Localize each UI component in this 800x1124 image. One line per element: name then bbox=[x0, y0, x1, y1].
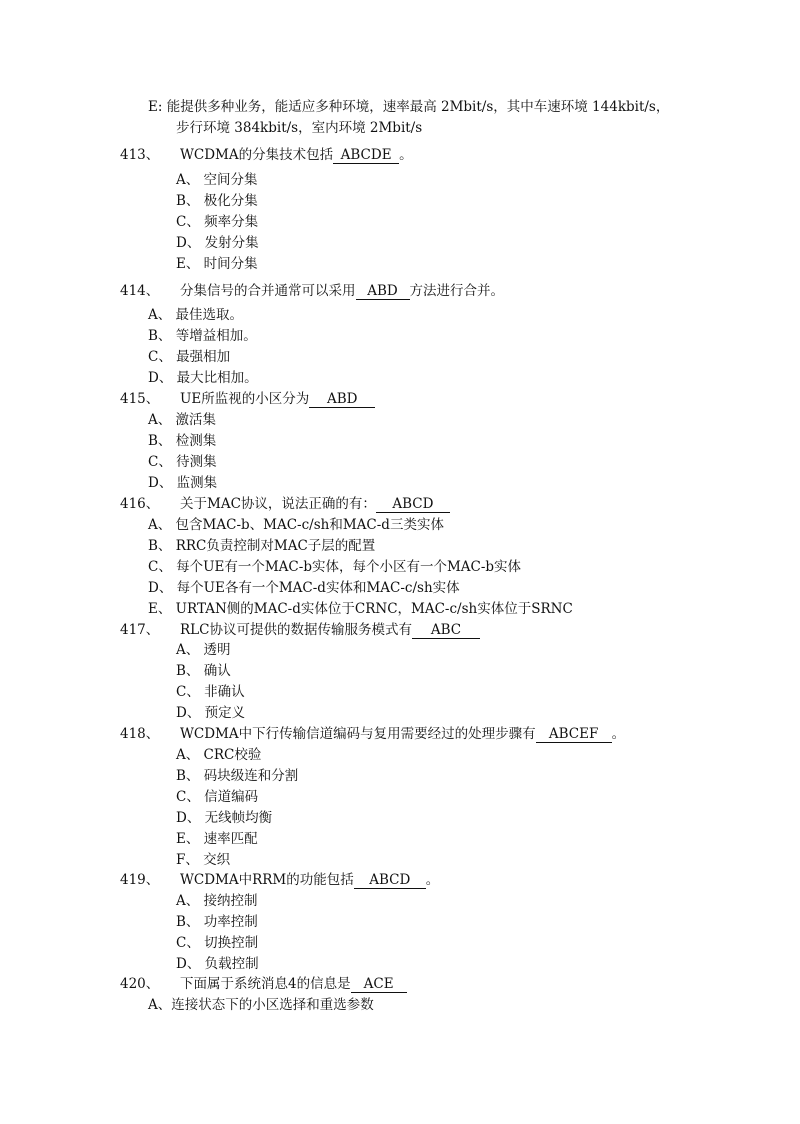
option: D、 发射分集 bbox=[176, 235, 259, 251]
question-stem-end: 方法进行合并。 bbox=[409, 283, 504, 299]
option: A、 激活集 bbox=[148, 412, 217, 428]
question-number: 414、 bbox=[120, 283, 160, 299]
answer-blank: ABD bbox=[309, 391, 375, 408]
option: C、 待测集 bbox=[148, 454, 217, 470]
question-420 bbox=[120, 974, 407, 994]
option: A、 空间分集 bbox=[176, 172, 258, 188]
option: C、 信道编码 bbox=[176, 789, 259, 805]
answer-blank: ABCD bbox=[376, 496, 450, 513]
option: B、 等增益相加。 bbox=[148, 328, 257, 344]
option: D、 预定义 bbox=[176, 705, 246, 721]
question-stem: UE所监视的小区分为 bbox=[180, 391, 310, 407]
question-stem: 关于MAC协议，说法正确的有： bbox=[180, 496, 376, 512]
option: E、 URTAN侧的MAC-d实体位于CRNC，MAC-c/sh实体位于SRNC bbox=[148, 601, 573, 617]
option: A、 透明 bbox=[176, 642, 231, 658]
option: E、 速率匹配 bbox=[176, 831, 258, 847]
option: E、 时间分集 bbox=[176, 256, 258, 272]
question-418 bbox=[120, 724, 625, 744]
option: D、 无线帧均衡 bbox=[176, 810, 273, 826]
question-419 bbox=[120, 870, 439, 890]
question-number: 420、 bbox=[120, 976, 160, 992]
option: B、 RRC负责控制对MAC子层的配置 bbox=[148, 538, 376, 554]
option: B、 功率控制 bbox=[176, 914, 258, 930]
option: D、 监测集 bbox=[148, 475, 218, 491]
option: A、连接状态下的小区选择和重选参数 bbox=[148, 997, 374, 1013]
answer-blank: ABCDE bbox=[333, 147, 399, 164]
question-number: 417、 bbox=[120, 622, 160, 638]
answer-blank: ACE bbox=[351, 976, 407, 993]
option: D、 最大比相加。 bbox=[148, 370, 258, 386]
question-stem-end: 。 bbox=[399, 147, 413, 163]
question-stem: RLC协议可提供的数据传输服务模式有 bbox=[180, 622, 412, 638]
question-415 bbox=[120, 389, 375, 409]
option-e-line1: E: 能提供多种业务，能适应多种环境，速率最高 2Mbit/s，其中车速环境 144kbit/s， bbox=[148, 99, 670, 115]
question-number: 419、 bbox=[120, 872, 160, 888]
question-stem-end: 。 bbox=[611, 726, 626, 742]
question-number: 413、 bbox=[120, 147, 160, 163]
option: A、 接纳控制 bbox=[176, 893, 258, 909]
answer-blank: ABCEF bbox=[536, 726, 612, 743]
option: C、 切换控制 bbox=[176, 935, 259, 951]
question-stem-end: 。 bbox=[425, 872, 440, 888]
option: C、 每个UE有一个MAC-b实体，每个小区有一个MAC-b实体 bbox=[148, 559, 522, 575]
answer-blank: ABD bbox=[356, 283, 410, 300]
question-stem: 分集信号的合并通常可以采用 bbox=[180, 283, 356, 299]
question-413 bbox=[120, 145, 413, 165]
question-stem: WCDMA中下行传输信道编码与复用需要经过的处理步骤有 bbox=[180, 726, 536, 742]
option: B、 检测集 bbox=[148, 433, 217, 449]
option: A、 CRC校验 bbox=[176, 747, 262, 763]
question-416 bbox=[120, 494, 450, 514]
question-number: 415、 bbox=[120, 391, 160, 407]
option: B、 极化分集 bbox=[176, 193, 258, 209]
option: D、 每个UE各有一个MAC-d实体和MAC-c/sh实体 bbox=[148, 580, 460, 596]
option: D、 负载控制 bbox=[176, 956, 259, 972]
question-stem: 下面属于系统消息4的信息是 bbox=[180, 976, 351, 992]
option: F、 交织 bbox=[176, 852, 231, 868]
option: B、 码块级连和分割 bbox=[176, 768, 299, 784]
answer-blank: ABC bbox=[412, 622, 480, 639]
option: C、 最强相加 bbox=[148, 349, 231, 365]
answer-blank: ABCD bbox=[354, 872, 426, 889]
option: C、 非确认 bbox=[176, 684, 245, 700]
option: B、 确认 bbox=[176, 663, 231, 679]
option: A、 最佳选取。 bbox=[148, 307, 244, 323]
option: A、 包含MAC-b、MAC-c/sh和MAC-d三类实体 bbox=[148, 517, 444, 533]
option-e-line2: 步行环境 384kbit/s，室内环境 2Mbit/s bbox=[176, 120, 423, 136]
question-number: 418、 bbox=[120, 726, 160, 742]
question-417 bbox=[120, 620, 480, 640]
question-414 bbox=[120, 281, 504, 301]
question-stem: WCDMA中RRM的功能包括 bbox=[180, 872, 354, 888]
option: C、 频率分集 bbox=[176, 214, 259, 230]
question-number: 416、 bbox=[120, 496, 160, 512]
question-stem: WCDMA的分集技术包括 bbox=[180, 147, 334, 163]
